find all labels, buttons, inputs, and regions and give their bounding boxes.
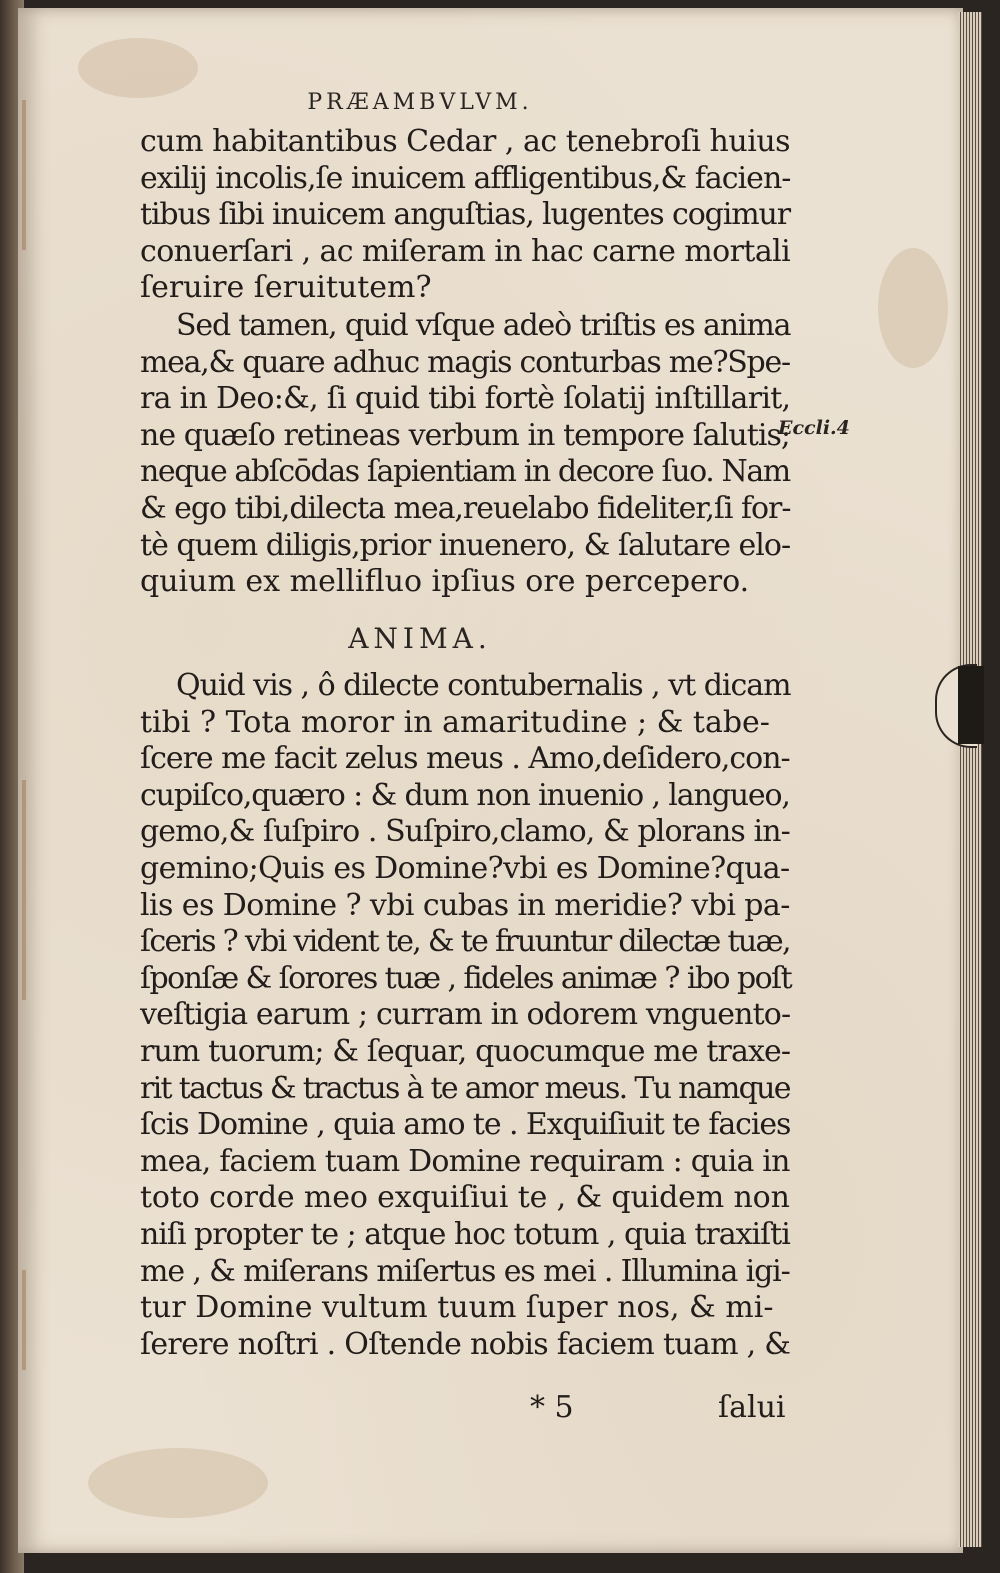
text-line: tè quem diligis,prior inuenero, & ſalutare elo- [140,527,791,563]
signature-mark: * 5 [530,1390,574,1425]
marginal-citation: Eccli.4 [778,417,850,439]
page-edges [958,12,982,1547]
text-line: mea,& quare adhuc magis conturbas me?Spe- [140,344,790,380]
paper-stain [88,1448,268,1518]
text-line: lis es Domine ? vbi cubas in meridie? vbi pa- [140,887,790,923]
text-line: ſerere noſtri . Oſtende nobis faciem tuam , & [140,1326,791,1362]
text-line: toto corde meo exquiſiui te , & quidem non [140,1180,790,1216]
text-line: ſponſæ & ſorores tuæ , fideles animæ ? ibo poſt [140,960,792,996]
section-heading: ANIMA. [348,622,492,655]
bookmark-ribbon-fill [958,666,984,744]
text-line: & ego tibi,dilecta mea,reuelabo fideliter,ſi for- [140,490,791,526]
binding-stain [22,100,26,250]
text-line: ra in Deo:&, ſi quid tibi fortè ſolatij inſtillarit, [140,381,791,417]
text-line: conuerſari , ac miſeram in hac carne mortali [140,233,791,269]
text-line: cupiſco,quæro : & dum non inuenio , langueo, [140,777,790,813]
paragraph-quid-vis [140,668,790,1363]
text-line: Sed tamen, quid vſque adeò triſtis es anima [176,308,791,343]
text-line: me , & miſerans miſertus es mei . Illumina igi- [140,1253,790,1289]
text-line: ſeruire ſeruitutem? [140,270,432,306]
text-line: niſi propter te ; atque hoc totum , quia traxiſti [140,1216,790,1252]
text-line: rum tuorum; & ſequar, quocumque me traxe- [140,1033,791,1069]
text-line: Quid vis , ô dilecte contubernalis , vt dicam [176,668,791,703]
binding-stain [22,780,26,1000]
text-line: neque abſcōdas ſapientiam in decore ſuo. Nam [140,454,790,490]
text-line: ſcere me facit zelus meus . Amo,deſidero,con- [140,741,790,777]
text-line: rit tactus & tractus à te amor meus. Tu namque [140,1070,790,1106]
text-line: mea, faciem tuam Domine requiram : quia in [140,1143,790,1179]
text-line: tur Domine vultum tuum ſuper nos, & mi- [140,1290,774,1326]
running-head: PRÆAMBVLVM. [307,90,533,115]
paragraph-continued [140,124,790,307]
text-line: ne quæſo retineas verbum in tempore ſalutis; [140,417,791,453]
paper-stain [78,38,198,98]
text-line: ſceris ? vbi vident te, & te fruuntur dilectæ tuæ, [140,924,790,960]
text-line: gemino;Quis es Domine?vbi es Domine?qua- [140,850,790,886]
text-line: quium ex mellifluo ipſius ore percepero. [140,564,750,600]
text-line: tibus ſibi inuicem anguſtias, lugentes cogimur [140,197,791,233]
text-line: gemo,& ſuſpiro . Suſpiro,clamo, & plorans in- [140,814,790,850]
binding-stain [22,1270,26,1370]
text-line: cum habitantibus Cedar , ac tenebroſi huius [140,124,791,159]
text-line: ſcis Domine , quia amo te . Exquiſiuit te facies [140,1107,791,1143]
paragraph-sed-tamen [140,308,790,601]
text-line: veſtigia earum ; curram in odorem vnguento- [140,997,791,1033]
paper-stain [878,248,948,368]
catchword: ſalui [718,1390,786,1425]
text-line: tibi ? Tota moror in amaritudine ; & tabe- [140,704,770,740]
text-line: exilij incolis,ſe inuicem affligentibus,& facien- [140,160,791,196]
